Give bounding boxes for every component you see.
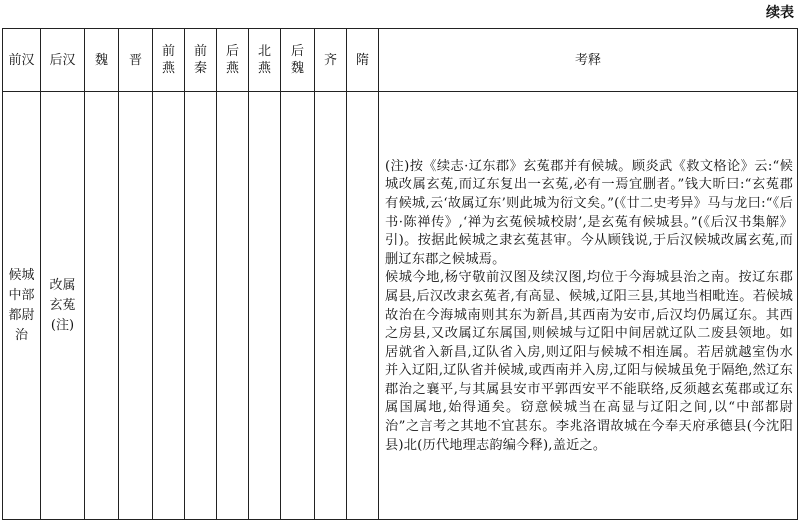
cell-qian-yan (153, 92, 185, 520)
gazetteer-table (2, 28, 798, 520)
note-paragraph: 候城今地,杨守敬前汉图及续汉图,均位于今海城县治之南。按辽东郡属县,后汉改隶玄菟者,有高显、候城,辽阳三县,其地当相毗连。若候城故治在今海城南则其东为新昌,其西南为安市,后汉均仍属辽东。其西之房县,又改属辽东属国,则候城与辽阳中间居就辽队二废县领地。如居就省入新昌,辽队省入房,则辽阳与候城不相连属。若居就越室伪水并入辽阳,辽队省并候城,或西南并入房,辽阳与候城虽免于隔绝,然辽东郡治之襄平,与其属县安市平郭西安平不能联络,反须越玄菟郡或辽东属国属地,始得通矣。窃意候城当在高显与辽阳之间,以“中部都尉治”之言考之其地不宜甚东。李兆洛谓故城在今奉天府承德县(今沈阳县)北(历代地理志韵编今释),盖近之。 (385, 270, 793, 453)
cell-sui (347, 92, 379, 520)
header-qian-qin: 前秦 (185, 29, 217, 92)
table-row (3, 92, 798, 520)
cell-jin (119, 92, 153, 520)
cell-qi (315, 92, 347, 520)
header-bei-yan: 北燕 (249, 29, 281, 92)
header-hou-yan: 后燕 (217, 29, 249, 92)
cell-wei (85, 92, 119, 520)
header-hou-han: 后汉 (41, 29, 85, 92)
cell-qian-qin (185, 92, 217, 520)
cell-hou-yan (217, 92, 249, 520)
header-kaoshi: 考释 (379, 29, 798, 92)
header-qi: 齐 (315, 29, 347, 92)
cell-kaoshi (379, 92, 798, 520)
cell-qian-han: 候城中部都尉治 (3, 92, 41, 520)
header-qian-yan: 前燕 (153, 29, 185, 92)
header-row (3, 29, 798, 92)
continued-label: 续表 (766, 5, 794, 21)
cell-hou-wei (281, 92, 315, 520)
header-qian-han: 前汉 (3, 29, 41, 92)
note-paragraph: (注)按《续志·辽东郡》玄菟郡并有候城。顾炎武《救文格论》云:“候城改属玄菟,而辽东复出一玄菟,必有一焉宜删者。”钱大昕曰:“玄菟郡有候城,云‘故属辽东’则此城为衍文矣。”(《廿二史考异》马与龙曰:“《后书·陈禅传》,‘禅为玄菟候城校尉’,是玄菟有候城县。”(《后汉书集解》引)。按据此候城之隶玄菟甚审。今从顾钱说,于后汉候城改属玄菟,而删辽东郡之候城焉。 (385, 158, 793, 267)
header-wei: 魏 (85, 29, 119, 92)
cell-hou-han: 改属玄菟(注) (41, 92, 85, 520)
header-hou-wei: 后魏 (281, 29, 315, 92)
header-sui: 隋 (347, 29, 379, 92)
header-jin: 晋 (119, 29, 153, 92)
cell-bei-yan (249, 92, 281, 520)
